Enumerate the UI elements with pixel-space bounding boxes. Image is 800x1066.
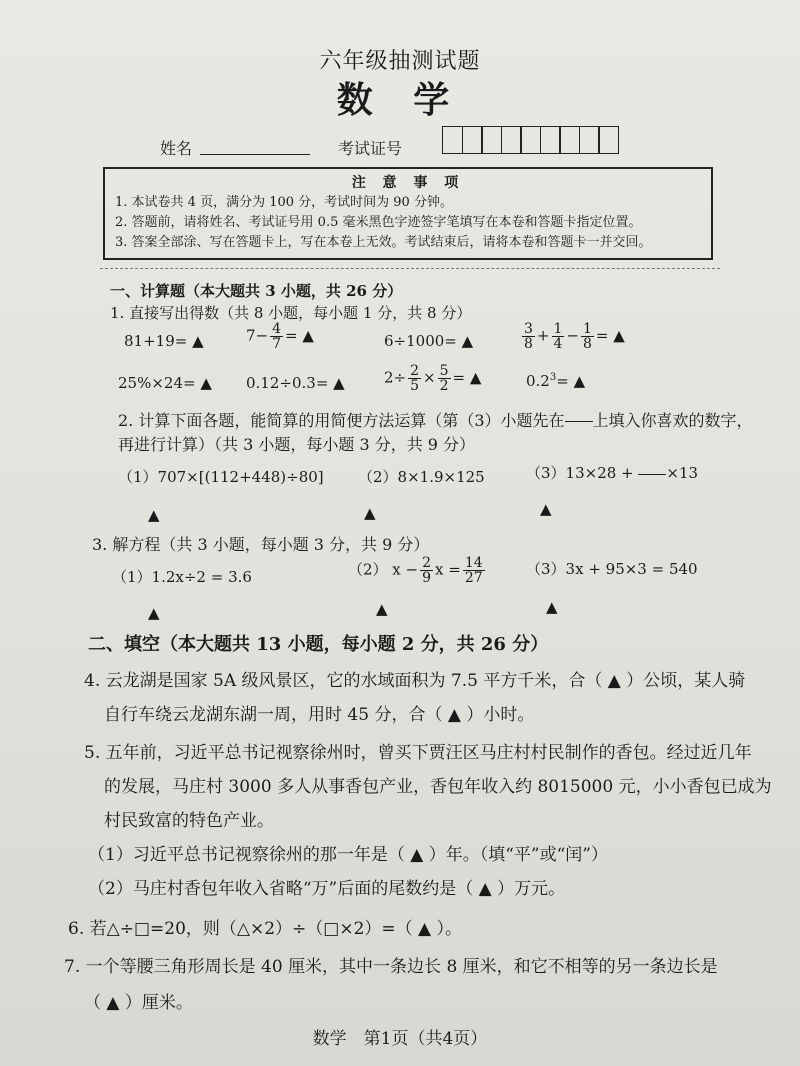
notice-item: 3. 答案全部涂、写在答题卡上，写在本卷上无效。考试结束后，请将本卷和答题卡一并交回。 — [115, 235, 652, 250]
q2-label-cont: 再进行计算）（共 3 小题，每小题 3 分，共 9 分） — [118, 435, 476, 454]
q1-item-4: $\frac{3}{8}$ + $\frac{1}{4}$ − $\frac{1}{8}$ = ▲ — [524, 321, 625, 352]
q1-item-2: 7− $\frac{4}{7}$ = ▲ — [246, 321, 314, 352]
q5-line-3: 村民致富的特色产业。 — [104, 811, 274, 831]
cut-line — [100, 268, 720, 269]
q4-line-1: 4. 云龙湖是国家 5A 级风景区，它的水域面积为 7.5 平方千米，合（ ▲ ）公顷，某人骑 — [84, 671, 746, 691]
section2-heading: 二、填空（本大题共 13 小题，每小题 2 分，共 26 分） — [88, 634, 549, 655]
exam-subtitle: 六年级抽测试题 — [319, 49, 481, 74]
q7-line-2: （ ▲ ）厘米。 — [84, 993, 193, 1013]
name-blank-line — [200, 154, 310, 155]
name-label: 姓名 — [160, 139, 193, 158]
q3-answer-mark: ▲ — [376, 600, 388, 618]
q1-item-7: 2÷ $\frac{2}{5}$ × $\frac{5}{2}$ = ▲ — [384, 363, 482, 394]
q3-part-1: （1）1.2x÷2 = 3.6 — [112, 568, 252, 586]
q2-label: 2. 计算下面各题，能简算的用简便方法运算（第（3）小题先在 上填入你喜欢的数字， — [118, 411, 753, 430]
q2-answer-mark: ▲ — [540, 500, 552, 518]
id-box — [481, 126, 502, 154]
notice-item: 1. 本试卷共 4 页，满分为 100 分，考试时间为 90 分钟。 — [115, 195, 453, 210]
q1-item-1: 81+19= ▲ — [124, 332, 204, 350]
q1-label: 1. 直接写出得数（共 8 小题，每小题 1 分，共 8 分） — [110, 304, 472, 322]
exam-id-label: 考试证号 — [338, 139, 403, 158]
q3-answer-mark: ▲ — [148, 604, 160, 622]
q7-line-1: 7. 一个等腰三角形周长是 40 厘米，其中一条边长 8 厘米，和它不相等的另一条边长是 — [64, 957, 718, 977]
q5-sub-2: （2）马庄村香包年收入省略“万”后面的尾数约是（ ▲ ）万元。 — [88, 879, 566, 899]
id-box — [559, 126, 580, 154]
q1-item-5: 25%×24= ▲ — [118, 374, 212, 392]
q5-sub-1: （1）习近平总书记视察徐州的那一年是（ ▲ ）年。（填“平”或“闰”） — [88, 845, 608, 865]
notice-box — [103, 167, 713, 260]
q3-label: 3. 解方程（共 3 小题，每小题 3 分，共 9 分） — [92, 535, 430, 554]
q6-text: 6. 若△÷□=20，则（△×2）÷（□×2）=（ ▲ ）。 — [68, 919, 463, 939]
q2-blank — [565, 421, 593, 422]
q4-line-2: 自行车绕云龙湖东湖一周，用时 45 分，合（ ▲ ）小时。 — [104, 705, 535, 725]
id-box — [501, 126, 522, 154]
id-box — [462, 126, 483, 154]
q5-line-1: 5. 五年前，习近平总书记视察徐州时，曾买下贾汪区马庄村村民制作的香包。经过近几年 — [84, 743, 752, 763]
notice-item: 2. 答题前，请将姓名、考试证号用 0.5 毫米黑色字迹签字笔填写在本卷和答题卡指定位置。 — [115, 215, 642, 230]
q3-part-3: （3）3x + 95×3 = 540 — [526, 560, 698, 578]
q1-item-3: 6÷1000= ▲ — [384, 332, 474, 350]
id-box — [540, 126, 561, 154]
notice-title: 注 意 事 项 — [351, 175, 465, 191]
page-footer: 数学 第1页（共4页） — [312, 1029, 488, 1049]
id-box — [442, 126, 463, 154]
q2-part3-blank — [638, 474, 666, 475]
id-box — [598, 126, 619, 154]
q3-answer-mark: ▲ — [546, 598, 558, 616]
id-box — [520, 126, 541, 154]
q2-answer-mark: ▲ — [148, 506, 160, 524]
q3-part-2: （2） x − $\frac{2}{9}$ x = $\frac{14}{27}$ — [348, 555, 483, 586]
id-box — [579, 126, 600, 154]
exam-id-boxes — [442, 126, 618, 154]
section1-heading: 一、计算题（本大题共 3 小题，共 26 分） — [110, 282, 403, 300]
exam-title: 数 学 — [336, 79, 464, 121]
q1-item-6: 0.12÷0.3= ▲ — [246, 374, 345, 392]
q1-item-8: $0.2^3=$ ▲ — [526, 372, 586, 390]
q2-part-3: （3）13×28 + ×13 — [526, 464, 699, 482]
q2-part-1: （1）707×[(112+448)÷80] — [118, 468, 324, 486]
q2-answer-mark: ▲ — [364, 504, 376, 522]
q2-part-2: （2）8×1.9×125 — [358, 468, 485, 486]
q5-line-2: 的发展，马庄村 3000 多人从事香包产业，香包年收入约 8015000 元，小小香包已成为 — [104, 777, 772, 797]
